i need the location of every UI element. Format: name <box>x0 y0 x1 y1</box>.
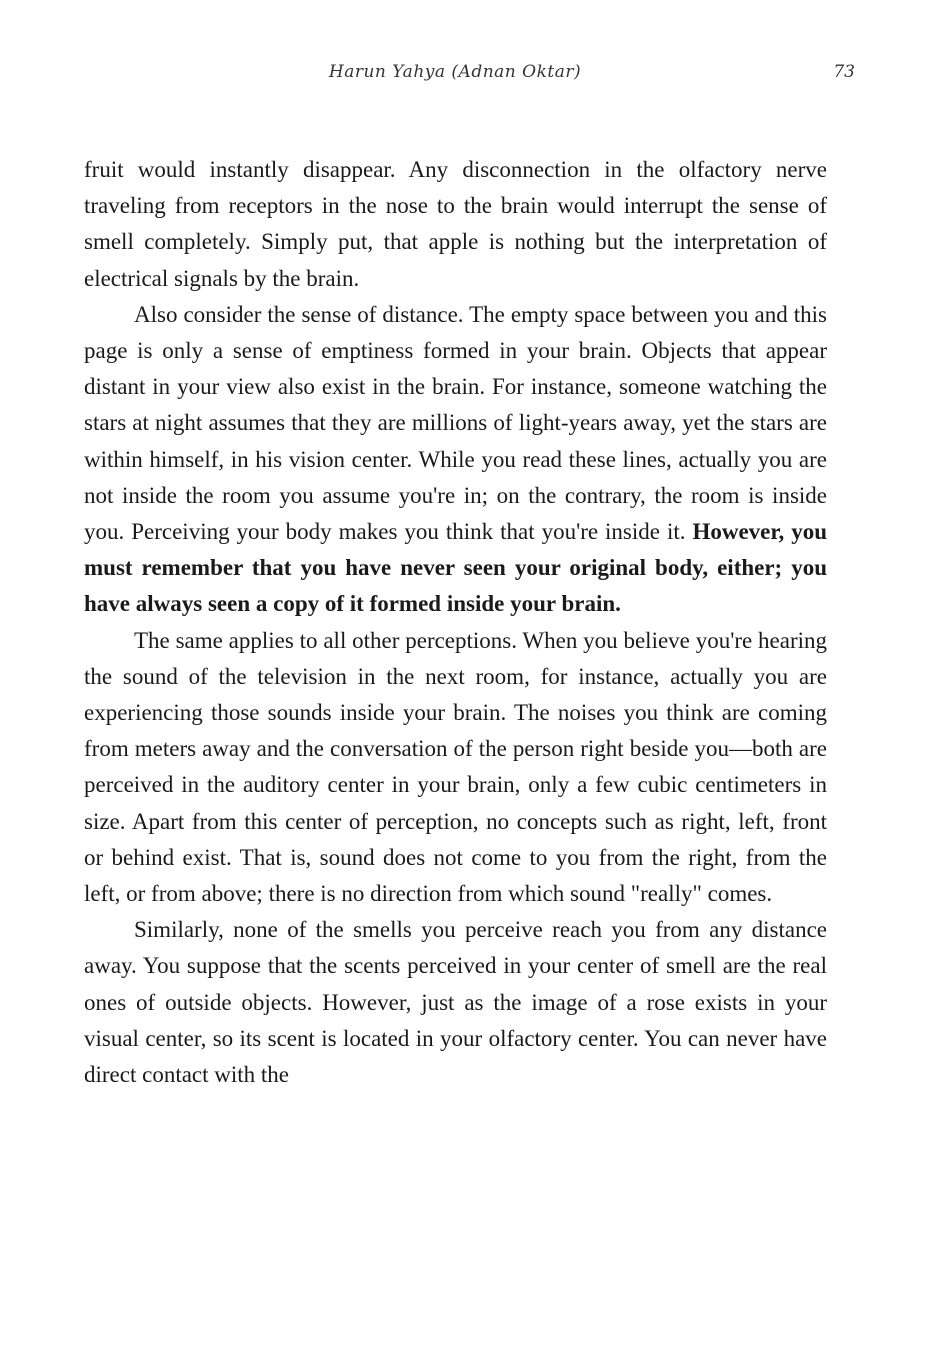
page-number: 73 <box>833 62 855 82</box>
emphasized-text: However, you must remember that you have never seen your original body, either; you have always seen a copy of it formed inside your brain. <box>84 519 827 617</box>
running-header <box>0 62 950 86</box>
body-text <box>84 152 827 1093</box>
paragraph-continued: fruit would instantly disappear. Any disconnection in the olfactory nerve traveling from receptors in the nose to the brain would interrupt the sense of smell completely. Simply put, that apple is nothing but the interpretation of electrical signals by the brain. <box>84 157 827 291</box>
running-title: Harun Yahya (Adnan Oktar) <box>328 62 582 82</box>
paragraph-distance <box>84 297 827 623</box>
paragraph-smells: Similarly, none of the smells you perceive reach you from any distance away. You suppose that the scents perceived in your center of smell are the real ones of outside objects. However, just as the image of a rose exists in your visual center, so its scent is located in your olfactory center. You can never have direct contact with the <box>84 917 827 1088</box>
paragraph-text: Also consider the sense of distance. The empty space between you and this page is only a sense of emptiness formed in your brain. Objects that appear distant in your view also exist in the brain. For instance, someone watching the stars at night assumes that they are millions of light-years away, yet the stars are within himself, in his vision center. While you read these lines, actually you are not inside the room you assume you're in; on the contrary, the room is inside you. Perceiving your body makes you think that you're inside it. <box>84 301 827 545</box>
paragraph-perceptions: The same applies to all other perceptions. When you believe you're hearing the sound of the television in the next room, for instance, actually you are experiencing those sounds inside your brain. The noises you think are coming from meters away and the conversation of the person right beside you—both are perceived in the auditory center in your brain, only a few cubic centimeters in size. Apart from this center of perception, no concepts such as right, left, front or behind exist. That is, sound does not come to you from the right, from the left, or from above; there is no direction from which sound "really" comes. <box>84 627 827 907</box>
